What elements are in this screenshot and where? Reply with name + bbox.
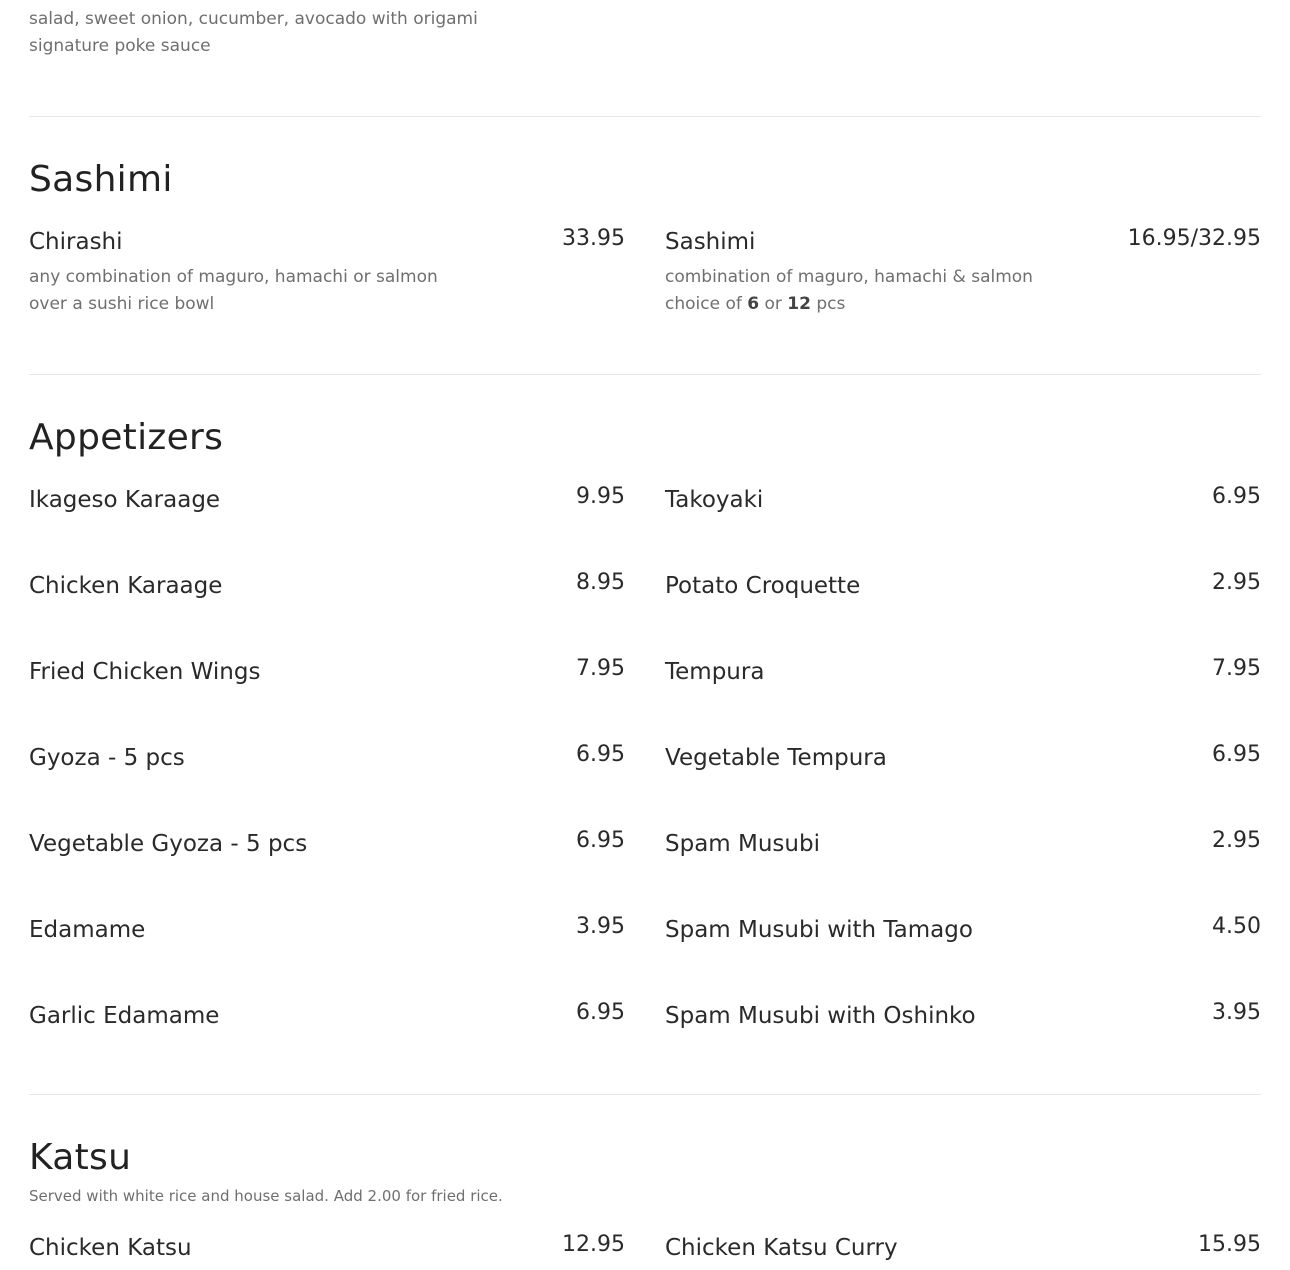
menu-item-price: 2.95 xyxy=(1212,570,1261,595)
menu-item-description: any combination of maguro, hamachi or salmon xyxy=(29,267,438,287)
section-note: Served with white rice and house salad. Add 2.00 for fried rice. xyxy=(29,1187,503,1205)
description-text: choice of xyxy=(665,294,742,314)
menu-item-price: 6.95 xyxy=(576,1000,625,1025)
menu-item-description: combination of maguro, hamachi & salmon xyxy=(665,267,1033,287)
menu-item-name: Vegetable Tempura xyxy=(665,745,887,771)
menu-item-name: Gyoza - 5 pcs xyxy=(29,745,185,771)
menu-item-price: 4.50 xyxy=(1212,914,1261,939)
menu-item-description xyxy=(665,291,845,318)
menu-item-name: Garlic Edamame xyxy=(29,1003,220,1029)
poke-description-line2: signature poke sauce xyxy=(29,36,211,56)
menu-item-name: Chicken Karaage xyxy=(29,573,223,599)
section-divider xyxy=(29,1094,1261,1095)
piece-count: 6 xyxy=(747,294,760,314)
menu-item-price: 33.95 xyxy=(562,226,625,251)
menu-item-description: over a sushi rice bowl xyxy=(29,294,215,314)
menu-item-price: 6.95 xyxy=(576,742,625,767)
description-text: or xyxy=(764,294,782,314)
menu-item-name: Vegetable Gyoza - 5 pcs xyxy=(29,831,308,857)
menu-item-price: 6.95 xyxy=(1212,742,1261,767)
menu-item-price: 16.95/32.95 xyxy=(1127,226,1261,251)
piece-count: 12 xyxy=(787,294,811,314)
menu-item-name: Takoyaki xyxy=(665,487,764,513)
menu-item-name: Fried Chicken Wings xyxy=(29,659,261,685)
menu-item-name: Spam Musubi with Tamago xyxy=(665,917,973,943)
section-title-katsu: Katsu xyxy=(29,1137,132,1178)
section-title-sashimi: Sashimi xyxy=(29,159,173,200)
description-text: pcs xyxy=(816,294,846,314)
menu-item-name: Chicken Katsu Curry xyxy=(665,1235,898,1261)
menu-item-name: Potato Croquette xyxy=(665,573,861,599)
section-divider xyxy=(29,116,1261,117)
menu-item-name: Edamame xyxy=(29,917,146,943)
menu-item-name: Chicken Katsu xyxy=(29,1235,192,1261)
menu-item-name: Spam Musubi with Oshinko xyxy=(665,1003,976,1029)
menu-item-name: Ikageso Karaage xyxy=(29,487,221,513)
menu-item-price: 12.95 xyxy=(562,1232,625,1257)
section-divider xyxy=(29,374,1261,375)
poke-description-line1: salad, sweet onion, cucumber, avocado with origami xyxy=(29,9,478,29)
section-title-appetizers: Appetizers xyxy=(29,417,224,458)
menu-item-name: Spam Musubi xyxy=(665,831,820,857)
menu-item-price: 6.95 xyxy=(1212,484,1261,509)
menu-item-price: 15.95 xyxy=(1198,1232,1261,1257)
menu-item-price: 2.95 xyxy=(1212,828,1261,853)
menu-item-price: 3.95 xyxy=(1212,1000,1261,1025)
menu-item-price: 8.95 xyxy=(576,570,625,595)
menu-item-price: 3.95 xyxy=(576,914,625,939)
menu-item-name: Tempura xyxy=(665,659,765,685)
menu-item-name: Sashimi xyxy=(665,229,756,255)
menu-item-price: 7.95 xyxy=(1212,656,1261,681)
menu-item-price: 6.95 xyxy=(576,828,625,853)
menu-item-price: 7.95 xyxy=(576,656,625,681)
menu-item-price: 9.95 xyxy=(576,484,625,509)
menu-item-name: Chirashi xyxy=(29,229,123,255)
